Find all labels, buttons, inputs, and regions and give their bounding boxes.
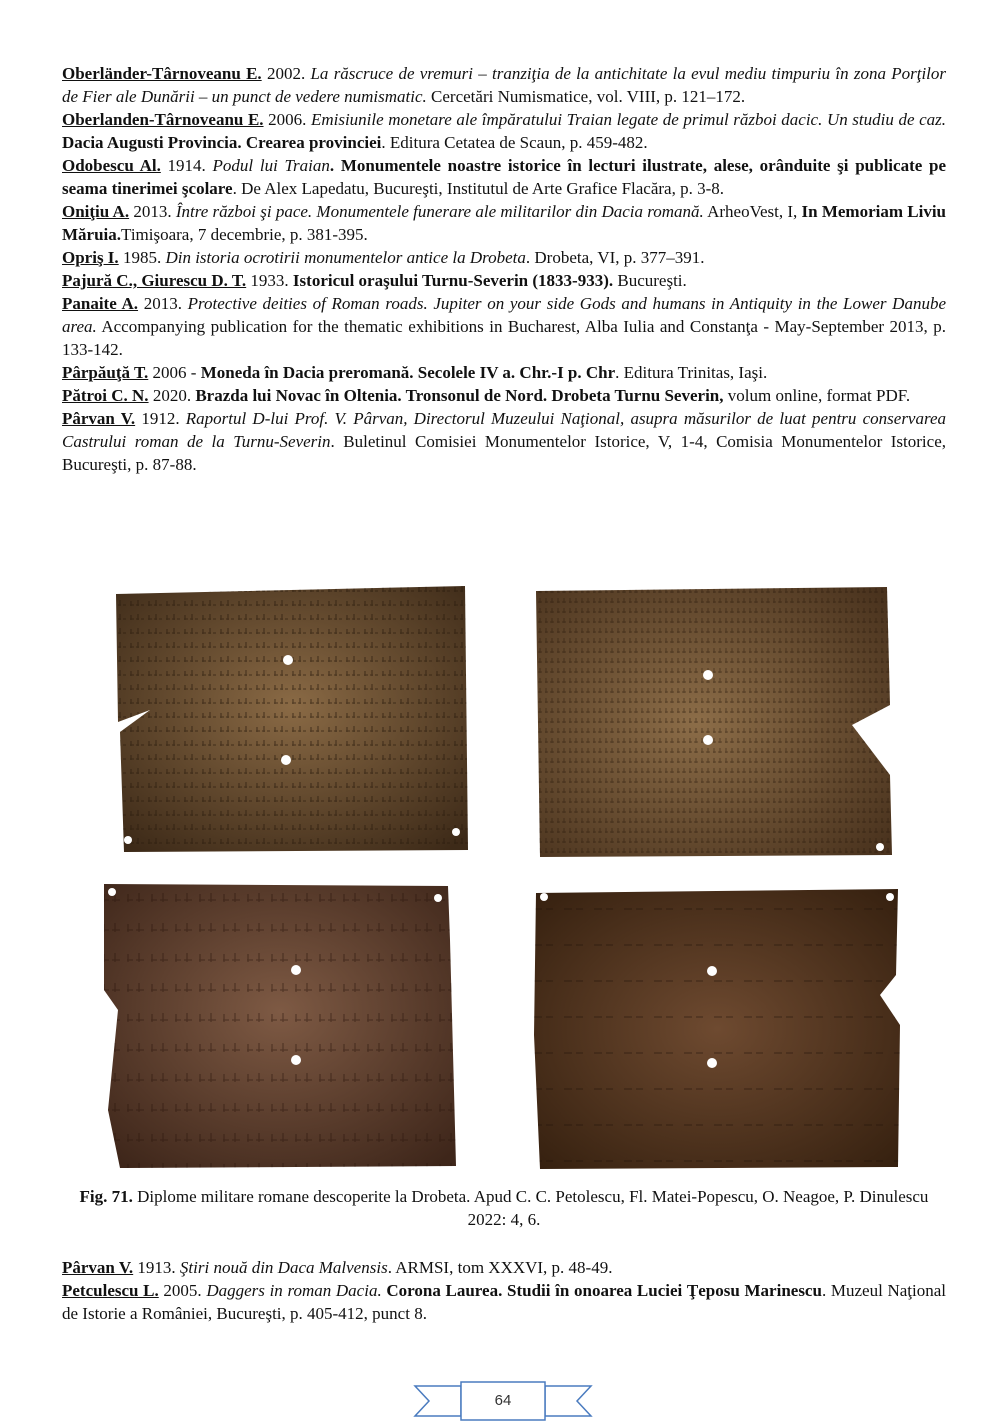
diploma-photo bbox=[100, 880, 464, 1170]
reference-year: 2002. bbox=[261, 64, 311, 83]
reference-title: Emisiunile monetare ale împăratului Traian legate de primul război dacic. Un studiu de caz. bbox=[310, 110, 946, 129]
reference-entry bbox=[62, 108, 946, 154]
reference-details: . Drobeta, VI, p. 377–391. bbox=[525, 248, 705, 267]
reference-year: 1985. bbox=[118, 248, 166, 267]
reference-details: . Buletinul Comisiei Monumentelor Istorice, V, 1-4, Comisia Monumentelor Istorice, Bucureşti, p. 87-88. bbox=[62, 432, 946, 474]
reference-author: Oniţiu A. bbox=[62, 202, 130, 221]
reference-author: Pătroi C. N. bbox=[62, 386, 149, 405]
reference-volume: In Memoriam Liviu Măruia. bbox=[62, 202, 947, 244]
reference-details: . ARMSI, tom XXXVI, p. 48-49. bbox=[387, 1258, 613, 1277]
figure-label: Fig. 71. bbox=[79, 1187, 133, 1206]
diploma-plate-4 bbox=[530, 885, 904, 1172]
reference-author: Panaite A. bbox=[62, 294, 139, 313]
reference-entry bbox=[62, 200, 946, 246]
diploma-plate-1 bbox=[110, 582, 470, 854]
figure-caption bbox=[62, 1185, 946, 1231]
reference-author: Oberländer-Târnoveanu E. bbox=[62, 64, 262, 83]
reference-entry bbox=[62, 361, 946, 384]
reference-entry bbox=[62, 1256, 946, 1279]
reference-year: 2006. bbox=[263, 110, 311, 129]
reference-author: Pârpăuţă T. bbox=[62, 363, 149, 382]
reference-volume: . Monumentele noastre istorice în lecturi ilustrate, alese, orânduite şi publicate pe seama tinerimei şcolare bbox=[62, 156, 946, 198]
reference-details: . Editura Trinitas, Iaşi. bbox=[615, 363, 768, 382]
reference-year: 2013. bbox=[138, 294, 188, 313]
reference-entry bbox=[62, 62, 946, 108]
reference-volume: Brazda lui Novac în Oltenia. Tronsonul de Nord. Drobeta Turnu Severin, bbox=[195, 386, 724, 405]
diploma-plate-3 bbox=[100, 880, 464, 1170]
reference-author: Pârvan V. bbox=[62, 409, 136, 428]
reference-entry bbox=[62, 269, 946, 292]
reference-details: Bucureşti. bbox=[613, 271, 687, 290]
reference-volume: Corona Laurea. Studii în onoarea Luciei Ţeposu Marinescu bbox=[381, 1281, 822, 1300]
reference-author: Opriş I. bbox=[62, 248, 119, 267]
reference-entry bbox=[62, 246, 946, 269]
reference-year: 1913. bbox=[133, 1258, 180, 1277]
reference-author: Petculescu L. bbox=[62, 1281, 159, 1300]
reference-year: 2020. bbox=[148, 386, 196, 405]
reference-title: Raportul D-lui Prof. V. Pârvan, Directorul Muzeului Naţional, asupra măsurilor de luat pentru conservarea Castrului roman de la Turnu-Severin bbox=[62, 409, 947, 451]
diploma-plate-2 bbox=[532, 585, 894, 860]
reference-list-bottom bbox=[62, 1256, 946, 1325]
reference-volume: Dacia Augusti Provincia. Crearea provinciei bbox=[62, 133, 382, 152]
reference-details: Timişoara, 7 decembrie, p. 381-395. bbox=[121, 225, 368, 244]
reference-year: 1912. bbox=[135, 409, 186, 428]
reference-year: 1933. bbox=[246, 271, 293, 290]
reference-volume: Istoricul oraşului Turnu-Severin (1833-933). bbox=[292, 271, 614, 290]
reference-details: Accompanying publication for the thematic exhibitions in Bucharest, Alba Iulia and Constanţa - May-September 2013, p. 133-142. bbox=[62, 317, 946, 359]
diploma-photo bbox=[530, 885, 904, 1172]
reference-details: . Muzeul Naţional de Istorie a României, Bucureşti, p. 405-412, punct 8. bbox=[62, 1281, 946, 1323]
reference-details: Cercetări Numismatice, vol. VIII, p. 121–172. bbox=[426, 87, 746, 106]
figure-caption-text: Diplome militare romane descoperite la Drobeta. Apud C. C. Petolescu, Fl. Matei-Popescu, O. Neagoe, P. Dinulescu 2022: 4, 6. bbox=[132, 1187, 929, 1229]
page-number-badge bbox=[413, 1380, 593, 1422]
reference-author: Oberlanden-Târnoveanu E. bbox=[62, 110, 264, 129]
reference-details: ArheoVest, I, bbox=[703, 202, 802, 221]
diploma-photo bbox=[110, 582, 470, 854]
diploma-photo bbox=[532, 585, 894, 860]
reference-year: 2006 - bbox=[148, 363, 201, 382]
figure-diplomas bbox=[100, 582, 905, 1174]
reference-title: Podul lui Traian bbox=[212, 156, 330, 175]
reference-details: . Editura Cetatea de Scaun, p. 459-482. bbox=[381, 133, 648, 152]
reference-author: Pajură C., Giurescu D. T. bbox=[62, 271, 247, 290]
reference-title: Protective deities of Roman roads. Jupiter on your side Gods and humans in Antiquity in the Lower Danube area. bbox=[62, 294, 947, 336]
reference-author: Pârvan V. bbox=[62, 1258, 134, 1277]
reference-year: 2005. bbox=[158, 1281, 207, 1300]
reference-details: volum online, format PDF. bbox=[723, 386, 911, 405]
page-number: 64 bbox=[494, 1392, 512, 1409]
reference-title: Daggers in roman Dacia. bbox=[206, 1281, 382, 1300]
reference-year: 2013. bbox=[129, 202, 176, 221]
reference-volume: Moneda în Dacia preromană. Secolele IV a. Chr.-I p. Chr bbox=[200, 363, 616, 382]
reference-title: Între război şi pace. Monumentele funerare ale militarilor din Dacia romană. bbox=[175, 202, 704, 221]
reference-year: 1914. bbox=[160, 156, 213, 175]
reference-entry bbox=[62, 384, 946, 407]
reference-entry bbox=[62, 407, 946, 476]
reference-title: La răscruce de vremuri – tranziţia de la antichitate la evul mediu timpuriu în zona Porţilor de Fier ale Dunării – un punct de vedere numismatic. bbox=[62, 64, 947, 106]
reference-entry bbox=[62, 1279, 946, 1325]
reference-entry bbox=[62, 154, 946, 200]
reference-author: Odobescu Al. bbox=[62, 156, 161, 175]
reference-title: Din istoria ocrotirii monumentelor antice la Drobeta bbox=[165, 248, 526, 267]
reference-list-top bbox=[62, 62, 946, 476]
reference-title: Ştiri nouă din Daca Malvensis bbox=[179, 1258, 388, 1277]
reference-details: . De Alex Lapedatu, Bucureşti, Institutul de Arte Grafice Flacăra, p. 3-8. bbox=[232, 179, 725, 198]
reference-entry bbox=[62, 292, 946, 361]
